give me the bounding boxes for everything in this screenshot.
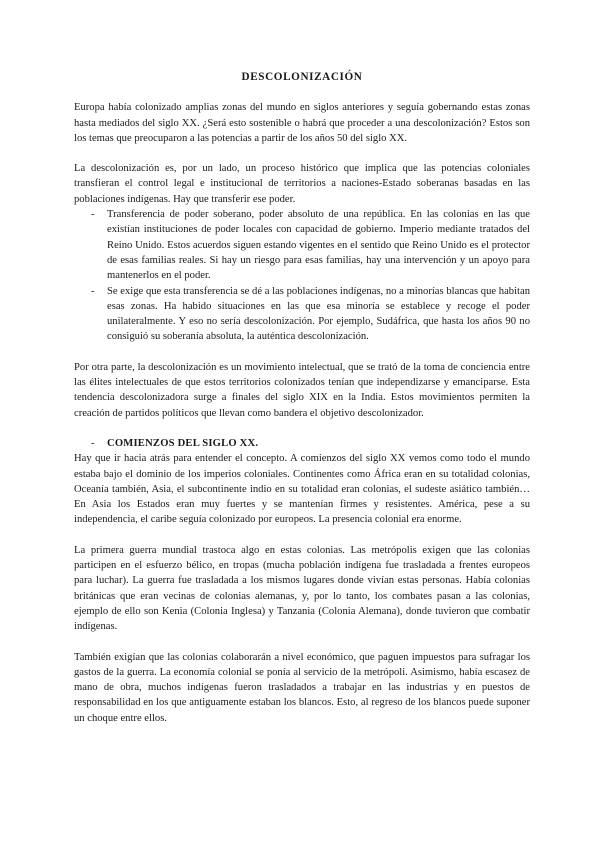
bullet-list — [74, 207, 530, 345]
bullet-text: Transferencia de poder soberano, poder absoluto de una república. En las colonias en las que existían instituciones de poder locales con capacidad de gobierno. Imperio mediante tratados del Reino Unido. Estos acuerdos siguen estando vigentes en el sentido que Reino Unido es el protector de esas familias reales. Si hay un riesgo para esas familias, hay una intervención y un apoyo para mantenerlos en el poder. — [107, 209, 530, 282]
spacer — [74, 421, 530, 436]
spacer — [74, 345, 530, 360]
economy-paragraph: También exigían que las colonias colaborarán a nivel económico, que paguen impuestos para sufragar los gastos de la guerra. La economía colonial se ponía al servicio de la metrópoli. Asimismo, había escasez de mano de obra, muchos indígenas fueron trasladados a trabajar en las industrias y en puestos de responsabilidad en los que antiguamente estaban los blancos. Esto, al regreso de los blancos puede suponer un choque entre ellos. — [74, 651, 530, 724]
definition-paragraph: La descolonización es, por un lado, un proceso histórico que implica que las potencias coloniales transfieran el control legal e institucional de territorios a naciones-Estado soberanas basadas en las poblaciones indígenas. Hay que transferir ese poder. — [74, 163, 530, 205]
spacer — [74, 528, 530, 543]
intellectual-movement-paragraph: Por otra parte, la descolonización es un movimiento intelectual, que se trató de la toma de conciencia entre las élites intelectuales de que estos territorios colonizados tenían que independizarse y emanciparse. Esta tendencia descolonizadora surge a finales del siglo XIX en la India. Estos movimientos permiten la creación de partidos políticos que llevan como bandera el objetivo descolonizador. — [74, 361, 530, 419]
bullet-marker: - — [91, 209, 95, 221]
document-title: DESCOLONIZACIÓN — [241, 71, 363, 83]
section-heading-row — [74, 436, 530, 451]
intro-paragraph: Europa había colonizado amplias zonas del mundo en siglos anteriores y seguía gobernando estas zonas hasta mediados del siglo XX. ¿Será esto sostenible o habrá que proceder a una descolonización? Estos son los temas que preocuparon a las potencias a partir de los años 50 del siglo XX. — [74, 102, 530, 144]
early-century-paragraph: Hay que ir hacia atrás para entender el concepto. A comienzos del siglo XX vemos como todo el mundo estaba bajo el dominio de los imperios coloniales. Continentes como África eran en su totalidad colonias, Oceanía también, Asia, el subcontinente indio en su totalidad eran colonias, el sudeste asiático también… En Asia los Estados eran muy fuertes y se mantenían firmes y resistentes. América, pese a su independencia, el caribe seguía colonizado por europeos. La presencia colonial era enorme. — [74, 453, 530, 526]
bullet-marker: - — [91, 285, 95, 297]
spacer — [74, 146, 530, 161]
bullet-text: Se exige que esta transferencia se dé a las poblaciones indígenas, no a minorías blancas que habitan esas zonas. Ha habido situaciones en las que esa minoría se establece y recoge el poder unilateralmente. Y eso no sería descolonización. Por ejemplo, Sudáfrica, que hasta los años 90 no consiguió su soberanía absoluta, la auténtica descolonización. — [107, 285, 530, 343]
list-item — [91, 284, 530, 345]
bullet-marker: - — [91, 437, 95, 449]
world-war-paragraph: La primera guerra mundial trastoca algo en estas colonias. Las metrópolis exigen que las colonias participen en el esfuerzo bélico, en tropas (mucha población indígena fue trasladada a frentes europeos para luchar). La guerra fue trasladada a los mismos lugares donde vivían estas personas. Había colonias británicas que eran vecinas de colonias alemanas, y, por lo tanto, los combates pasan a las colonias, ejemplo de ello son Kenia (Colonia Inglesa) y Tanzania (Colonia Alemana), donde tuvieron que combatir indígenas. — [74, 544, 530, 633]
list-item — [91, 207, 530, 283]
section-heading: COMIENZOS DEL SIGLO XX. — [107, 437, 259, 449]
spacer — [74, 635, 530, 650]
document-page — [74, 70, 530, 726]
